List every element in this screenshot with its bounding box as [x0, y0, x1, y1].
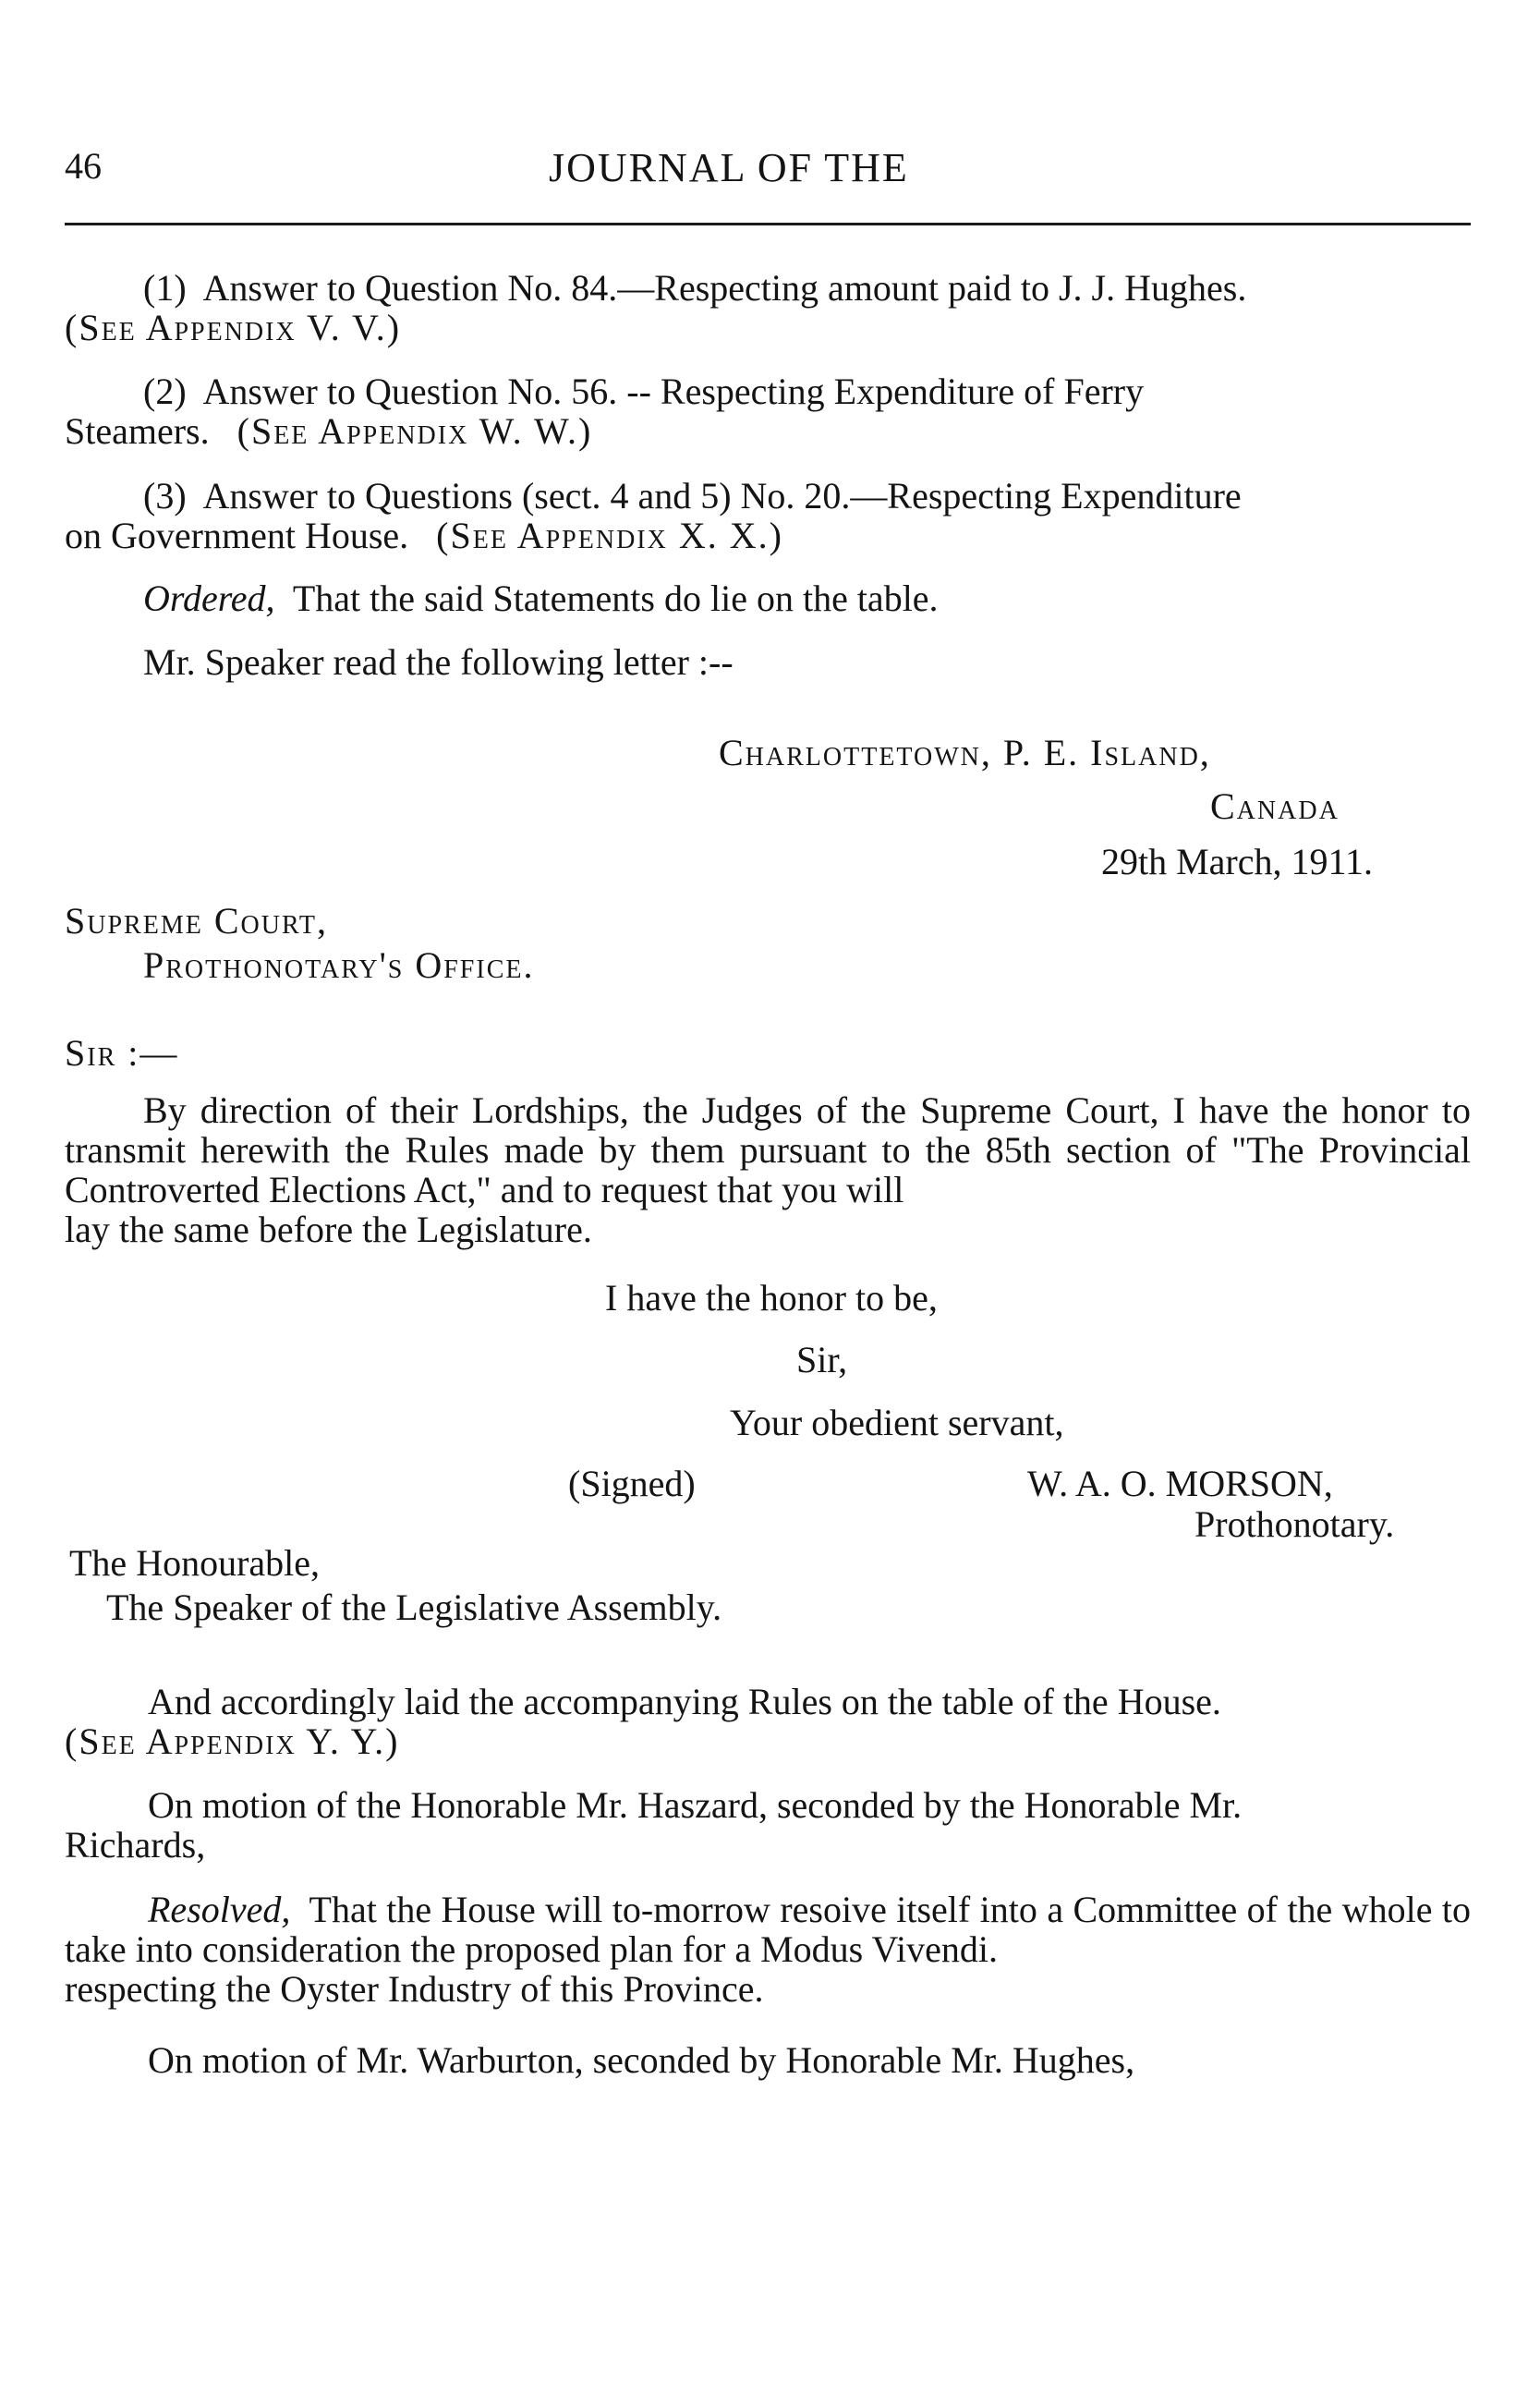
answer-1-appendix: (See Appendix V. V.)	[65, 307, 402, 348]
answer-3-number: (3)	[143, 475, 187, 517]
page-title: JOURNAL OF THE	[549, 145, 909, 190]
answer-1-number: (1)	[143, 267, 187, 309]
letter-office-line2: Prothonotary's Office.	[143, 944, 535, 986]
page-number: 46	[65, 145, 102, 187]
letter-closing1: I have the honor to be,	[605, 1277, 938, 1319]
letter-addressee1: The Honourable,	[69, 1542, 321, 1584]
letter-salutation: Sir :—	[65, 1032, 179, 1074]
letter-signatory: W. A. O. MORSON,	[1027, 1463, 1333, 1504]
header-rule	[65, 223, 1471, 225]
motion2-paragraph: On motion of Mr. Warburton, seconded by Honorable Mr. Hughes,	[148, 2039, 1135, 2081]
letter-signatory-title: Prothonotary.	[1194, 1503, 1395, 1545]
letter-body-line2: honor to transmit herewith the Rules made by them pursuant to the 85th section	[65, 1089, 1472, 1171]
ordered-text: That the said Statements do lie on the table.	[292, 577, 939, 619]
letter-office-line1: Supreme Court,	[65, 900, 329, 942]
ordered-lead: Ordered,	[143, 577, 275, 619]
answer-3-text: Answer to Questions (sect. 4 and 5) No. 20.—Respecting Expenditure	[202, 475, 1242, 517]
answer-3	[65, 476, 1471, 555]
resolved-paragraph	[65, 1890, 1471, 2009]
answer-2-appendix: (See Appendix W. W.)	[236, 410, 593, 452]
resolved-lead: Resolved,	[148, 1889, 291, 1930]
motion1-line2: Richards,	[65, 1824, 206, 1866]
letter-body-line1: By direction of their Lordships, the Judges of the Supreme Court, I have the	[143, 1089, 1328, 1131]
letter-closing2: Sir,	[796, 1339, 848, 1380]
letter-place-line2: Canada	[1210, 785, 1340, 827]
answer-2-continuation: Steamers.	[65, 410, 210, 452]
motion1-paragraph	[65, 1785, 1471, 1865]
letter-body-line3: of "The Provincial Controverted Elections Act," and to request that you will	[65, 1129, 1472, 1210]
answer-2-number: (2)	[143, 371, 187, 412]
answer-1-text: Answer to Question No. 84.—Respecting amount paid to J. J. Hughes.	[202, 267, 1247, 309]
letter-place-line1: Charlottetown, P. E. Island,	[719, 732, 1211, 773]
answer-2-text: Answer to Question No. 56. -- Respecting Expenditure of Ferry	[202, 371, 1145, 412]
letter-body-line4: lay the same before the Legislature.	[65, 1209, 592, 1250]
resolved-line3: respecting the Oyster Industry of this Province.	[65, 1968, 764, 2010]
answer-1	[65, 268, 1471, 347]
letter-closing3: Your obedient servant,	[730, 1402, 1064, 1443]
letter-addressee2: The Speaker of the Legislative Assembly.	[106, 1586, 722, 1628]
motion1-line1: On motion of the Honorable Mr. Haszard, seconded by the Honorable Mr.	[148, 1784, 1243, 1826]
letter-date: 29th March, 1911.	[1101, 841, 1374, 882]
laid-paragraph	[65, 1682, 1471, 1761]
laid-appendix: (See Appendix Y. Y.)	[65, 1720, 400, 1762]
laid-line1: And accordingly laid the accompanying Rules on the table of the House.	[148, 1681, 1221, 1722]
answer-3-appendix: (See Appendix X. X.)	[436, 515, 783, 556]
answer-3-continuation: on Government House.	[65, 515, 409, 556]
answer-2	[65, 371, 1471, 451]
speaker-intro: Mr. Speaker read the following letter :--	[143, 641, 734, 683]
letter-body	[65, 1090, 1471, 1249]
resolved-line1: That the House will to-morrow resoive itself into a Committee of	[309, 1889, 1278, 1930]
letter-signed: (Signed)	[568, 1463, 696, 1504]
ordered-paragraph	[143, 577, 939, 619]
resolved-line2: the whole to take into consideration the proposed plan for a Modus Vivendi.	[65, 1889, 1472, 1970]
